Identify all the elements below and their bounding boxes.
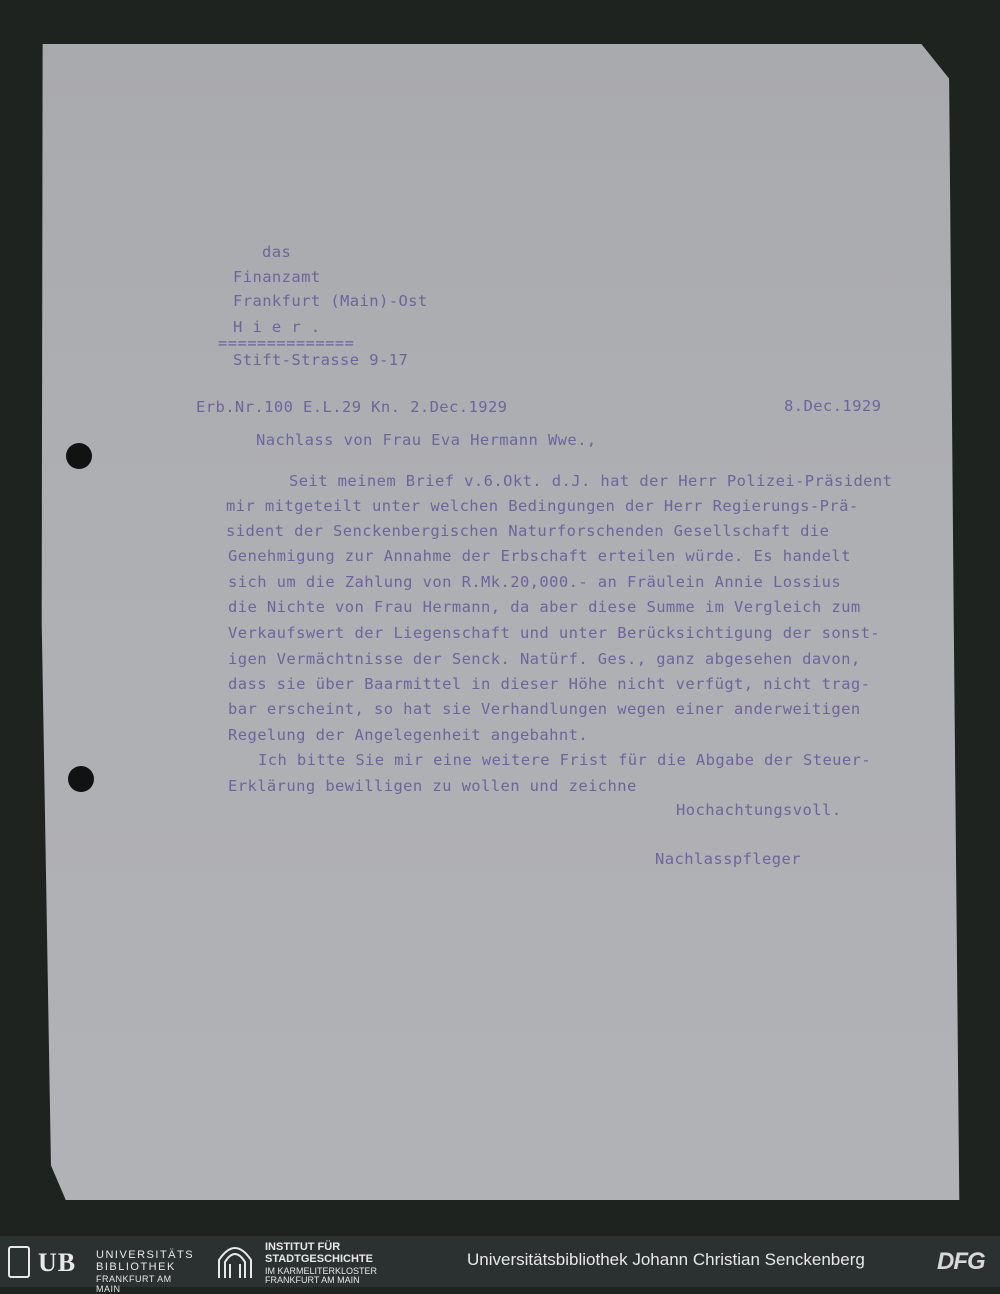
body-line: sich um die Zahlung von R.Mk.20,000.- an Fräulein Annie Lossius [228, 573, 842, 591]
body-line: Erklärung bewilligen zu wollen und zeichne [228, 777, 637, 795]
institute-line2: STADTGESCHICHTE [265, 1253, 373, 1265]
letter-date: 8.Dec.1929 [784, 397, 882, 415]
address-line-street: Stift-Strasse 9-17 [233, 351, 409, 369]
letter-sheet [38, 44, 963, 1200]
body-line: die Nichte von Frau Hermann, da aber diese Summe im Vergleich zum [228, 598, 861, 616]
body-line: Ich bitte Sie mir eine weitere Frist für die Abgabe der Steuer- [258, 751, 872, 769]
body-line: bar erscheint, so hat sie Verhandlungen wegen einer anderweitigen [228, 700, 861, 718]
library-name: Universitätsbibliothek Johann Christian Senckenberg [467, 1250, 865, 1269]
institute-line3: IM KARMELITERKLOSTER [265, 1266, 378, 1276]
institute-arch-icon [215, 1246, 255, 1278]
address-line-hier: H i e r . [233, 318, 321, 336]
body-line: mir mitgeteilt unter welchen Bedingungen der Herr Regierungs-Prä- [226, 497, 859, 515]
ub-logo-line1: UNIVERSITÄTS [96, 1249, 195, 1261]
address-underline: ============== [218, 334, 355, 352]
ub-logo-letters: UB [38, 1248, 77, 1277]
punch-hole-lower [68, 766, 94, 792]
reference-number: Erb.Nr.100 E.L.29 Kn. 2.Dec.1929 [196, 398, 508, 416]
body-line: sident der Senckenbergischen Naturforschenden Gesellschaft die [226, 522, 830, 540]
closing-phrase: Hochachtungsvoll. [676, 801, 842, 819]
signature-title: Nachlasspfleger [655, 850, 801, 868]
address-line-city: Frankfurt (Main)-Ost [233, 292, 428, 310]
body-line: Verkaufswert der Liegenschaft und unter Berücksichtigung der sonst- [228, 624, 881, 642]
ub-logo-line3: FRANKFURT AM MAIN [96, 1274, 172, 1294]
address-line-finanzamt: Finanzamt [233, 268, 321, 286]
ub-logo-line2: BIBLIOTHEK [96, 1261, 176, 1273]
body-line: Seit meinem Brief v.6.Okt. d.J. hat der Herr Polizei-Präsident [289, 472, 893, 490]
body-line: Regelung der Angelegenheit angebahnt. [228, 726, 589, 744]
letter-subject: Nachlass von Frau Eva Hermann Wwe., [256, 431, 597, 449]
footer-bar [0, 1236, 1000, 1294]
institute-line1: INSTITUT FÜR [265, 1241, 341, 1253]
dfg-logo[interactable]: DFG [937, 1248, 985, 1275]
punch-hole-upper [66, 443, 92, 469]
body-line: igen Vermächtnisse der Senck. Natürf. Ges., ganz abgesehen davon, [228, 650, 861, 668]
institute-line4: FRANKFURT AM MAIN [265, 1275, 360, 1285]
ub-logo[interactable] [8, 1244, 198, 1294]
address-line-das: das [262, 243, 292, 261]
body-line: dass sie über Baarmittel in dieser Höhe nicht verfügt, nicht trag- [228, 675, 871, 693]
ub-portrait-icon [8, 1246, 30, 1278]
body-line: Genehmigung zur Annahme der Erbschaft erteilen würde. Es handelt [228, 547, 851, 565]
